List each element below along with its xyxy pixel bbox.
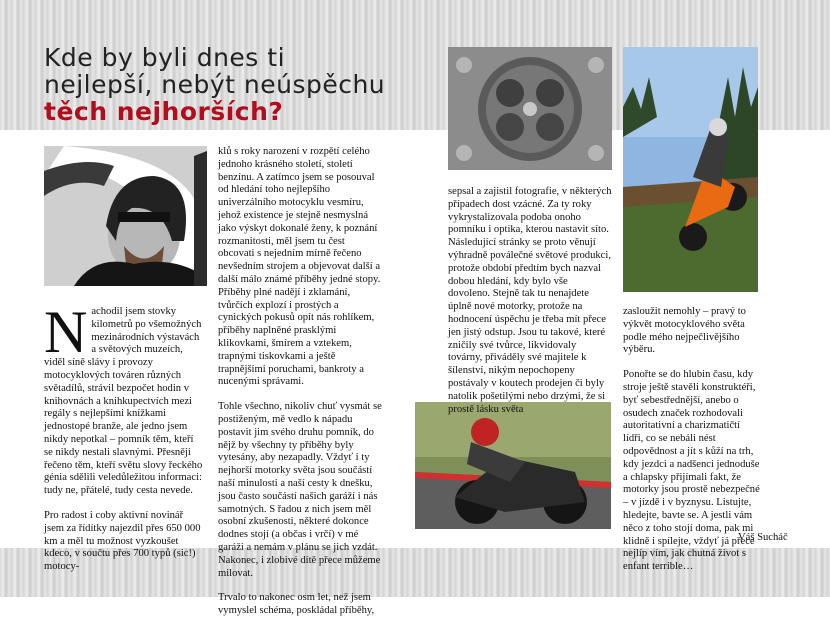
title-line-1: Kde by byli dnes ti (44, 43, 286, 72)
article-title (44, 44, 424, 125)
text-column-4 (623, 306, 761, 586)
author-signature: Váš Sucháč (738, 532, 788, 543)
paragraph: klů s roky narození v rozpětí celého jednoho krásného století, století benzínu. A zatímco jsem se posouval od hledání toho nejlepšího univerzálního motocyklu vesmíru, jehož existence je stejně nesmyslná jako výskyt dokonalé ženy, k poznání rozmanitosti, měl jsem tu čest obcovati s nejedním mírně řečeno nevšedním strojem a objevovat další a další málo známé příběhy jedné stopy. Příběhy plné nadějí i zklamání, tvůrčích explozí i prostých a cynických pokusů opít nás rohlíkem, příběhy naplněné prasklými klikovkami, šmírem a vztekem, trapnými tiskovkami a ještě trapnějšími poruchami, bankroty a nucenými správami. (218, 146, 381, 388)
photo-engine-cylinder (448, 47, 612, 170)
title-line-2: nejlepší, nebýt neúspěchu (44, 70, 386, 99)
photo-rider-portrait (44, 146, 207, 286)
paragraph: sepsal a zajistil fotografie, v některých případech dost vzácné. Za ty roky vykrystalizovala podoba onoho pomníku i optika, kterou nastavit síto. Následující stránky se proto věnují výhradně poválečné světové produkci, protože období předtím bych nazval dobou hledání, kdy bylo vše dovoleno. Stejně tak tu nenajdete úplně nové motorky, protože na hodnocení úspěchu je třeba mít přece jen jistý odstup. Jsou tu takové, které zničily své tvůrce, likvidovaly továrny, přiváděly své majitele k šílenství, nikým nepochopeny postávaly v koutech prodejen či byly natolik pošetilými nebo drzými, že si prostě lásku světa (448, 186, 612, 415)
drop-cap: N (44, 299, 88, 365)
paragraph: Pro radost i coby aktivní novinář jsem za řídítky najezdil přes 650 000 km a měl tu možnost vyzkoušet kdeco, v součtu přes 700 typů (sic!) motocy- (44, 509, 201, 573)
paragraph: Ponořte se do hlubin času, kdy stroje ještě stavěli konstruktéři, byť sebestřednější, anebo o osudech značek rozhodovali autoritativní a charizmatičtí lídři, co se nebáli nést odpovědnost a jít s kůží na trh, kdy jezdci a nadšenci jednoduše a chlapsky přijímali fakt, že motorky jsou prostě nebezpečné – v jízdě i v byznysu. Listujte, hledejte, bavte se. A jestli vám něco z toho stojí doma, pak mi klidně i spílejte, vždyť já přece nejlíp vím, jak chutná život s enfant terrible… (623, 369, 760, 573)
paragraph: Trvalo to nakonec osm let, než jsem vymyslel schéma, poskládal příběhy, (218, 592, 375, 617)
title-line-3-accent: těch nejhorších? (44, 97, 284, 126)
text-column-1 (44, 299, 204, 586)
paragraph: Tohle všechno, nikoliv chuť vysmát se postiženým, mě vedlo k nápadu postavit jim svého druhu pomník, do nějž by všechny ty příběhy byly vytesány, aby nezapadly. Vždyť i ty nejhorší motorky světa jsou součástí naší minulosti a naší cesty k dnešku, jsou často součástí našich garáží i nás samotných. S řadou z nich jsem měl osobní zkušenosti, některé dokonce dodnes stojí (a občas i vrčí) v mé garáži a nemám v plánu se jich vzdát. Nakonec, i zlobivé dítě přece můžeme milovat. (218, 401, 382, 579)
paragraph-text: achodil jsem stovky kilometrů po všemožných mezinárodních výstavách a světových muzeích, viděl síně slávy i provozy motocyklových továren různých světadílů, strávil bezpočet hodin v knihovnách a knihkupectvích mezi regály s nejlepšími knížkami jednostopé branže, ale jedno jsem nikdy nepotkal – pomník těm, kteří se nikdy nestali slavnými. Přesněji řečeno těm, kteří světu slovy řeckého génia sdělili veledůležitou informaci: tudy ne, přátelé, tudy cesta nevede. (44, 306, 203, 497)
paragraph (44, 299, 204, 498)
photo-motocross-jump (623, 47, 758, 292)
paragraph: zasloužit nemohly – pravý to výkvět motocyklového světa podle mého nejpečlivějšího výběru. (623, 306, 746, 356)
text-column-2 (218, 146, 382, 630)
text-column-3 (448, 186, 612, 428)
